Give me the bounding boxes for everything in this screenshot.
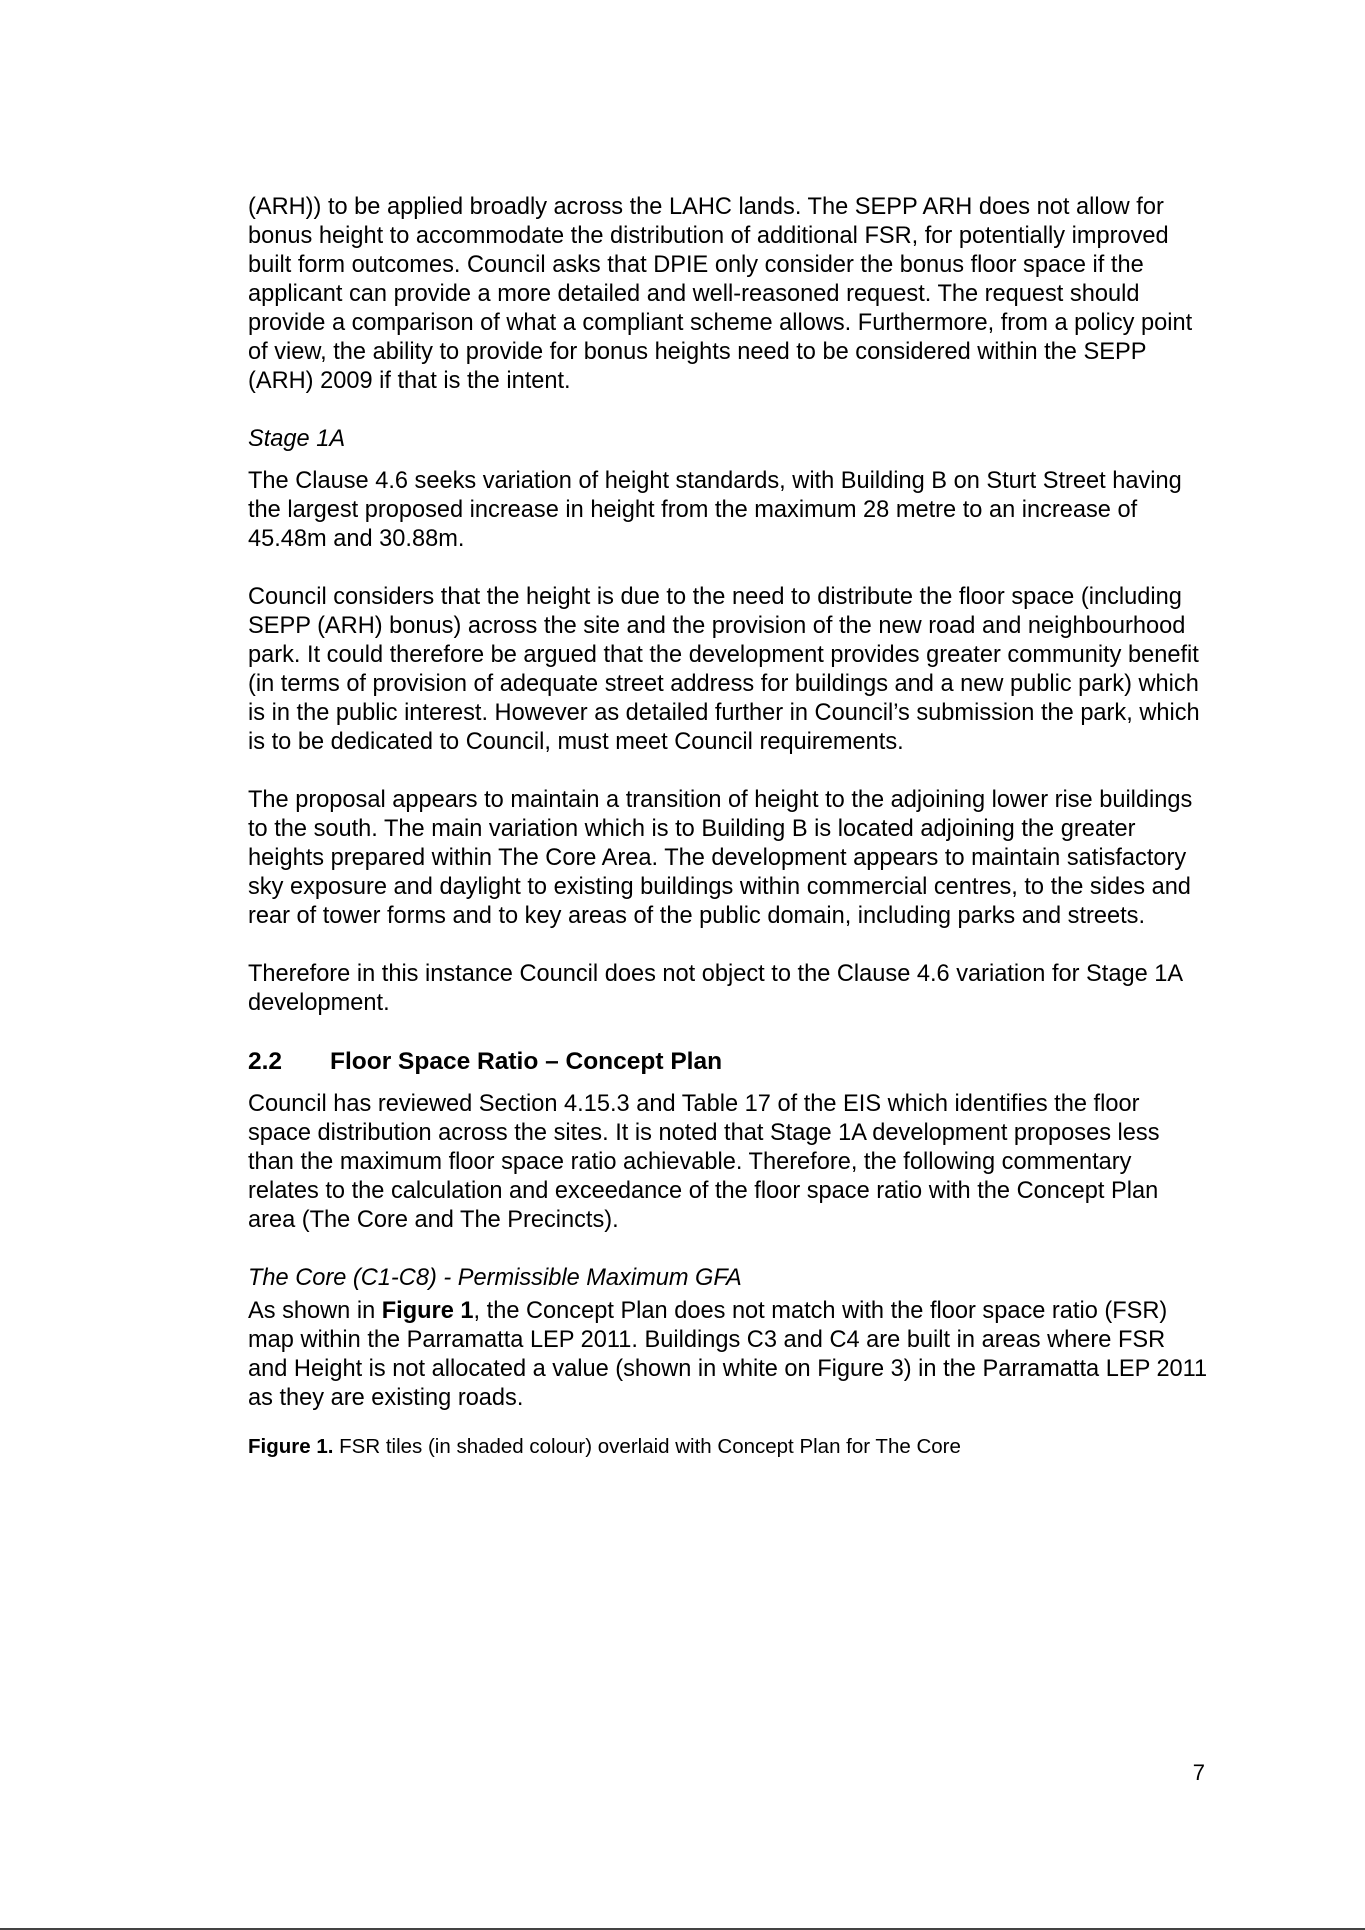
figure-caption <box>248 1434 1208 1460</box>
core-text-before: As shown in <box>248 1298 382 1324</box>
figure-reference: Figure 1 <box>381 1298 474 1324</box>
stage-1a-paragraph-3: The proposal appears to maintain a transition of height to the adjoining lower rise buildings to the south. The main variation which is to Building B is located adjoining the greater heights prepared within The Core Area. The development appears to maintain satisfactory sky exposure and daylight to existing buildings within commercial centres, to the sides and rear of tower forms and to key areas of the public domain, including parks and streets. <box>248 787 1193 929</box>
stage-1a-paragraph-2: Council considers that the height is due to the need to distribute the floor space (including SEPP (ARH) bonus) across the site and the provision of the new road and neighbourhood park. It could therefore be argued that the development provides greater community benefit (in terms of provision of adequate street address for buildings and a new public park) which is in the public interest. However as detailed further in Council’s submission the park, which is to be dedicated to Council, must meet Council requirements. <box>248 584 1200 755</box>
stage-1a-paragraph-4: Therefore in this instance Council does not object to the Clause 4.6 variation for Stage 1A development. <box>248 961 1182 1016</box>
stage-1a-heading: Stage 1A <box>248 426 346 452</box>
core-text-after: , the Concept Plan does not match with the floor space ratio (FSR) map within the Parramatta LEP 2011. Buildings C3 and C4 are built in areas where FSR and Height is not allocated a value (shown in white on Figure 3) in the Parramatta LEP 2011 as they are existing roads. <box>248 1298 1208 1411</box>
page-content <box>248 193 1208 1460</box>
core-heading: The Core (C1-C8) - Permissible Maximum GFA <box>248 1265 742 1291</box>
section-paragraph: Council has reviewed Section 4.15.3 and Table 17 of the EIS which identifies the floor space distribution across the sites. It is noted that Stage 1A development proposes less than the maximum floor space ratio achievable. Therefore, the following commentary relates to the calculation and exceedance of the floor space ratio with the Concept Plan area (The Core and The Precincts). <box>248 1091 1160 1233</box>
stage-1a-paragraph-1: The Clause 4.6 seeks variation of height standards, with Building B on Sturt Street having the largest proposed increase in height from the maximum 28 metre to an increase of 45.48m and 30.88m. <box>248 468 1182 552</box>
section-heading <box>248 1047 1208 1076</box>
figure-caption-label: Figure 1. <box>248 1435 334 1458</box>
section-number: 2.2 <box>248 1048 283 1075</box>
page-number: 7 <box>1192 1760 1205 1785</box>
core-paragraph <box>248 1297 1208 1413</box>
section-title: Floor Space Ratio – Concept Plan <box>330 1048 723 1075</box>
figure-caption-text: FSR tiles (in shaded colour) overlaid with Concept Plan for The Core <box>333 1435 961 1458</box>
intro-paragraph: (ARH)) to be applied broadly across the LAHC lands. The SEPP ARH does not allow for bonus height to accommodate the distribution of additional FSR, for potentially improved built form outcomes. Council asks that DPIE only consider the bonus floor space if the applicant can provide a more detailed and well-reasoned request. The request should provide a comparison of what a compliant scheme allows. Furthermore, from a policy point of view, the ability to provide for bonus heights need to be considered within the SEPP (ARH) 2009 if that is the intent. <box>248 194 1193 394</box>
